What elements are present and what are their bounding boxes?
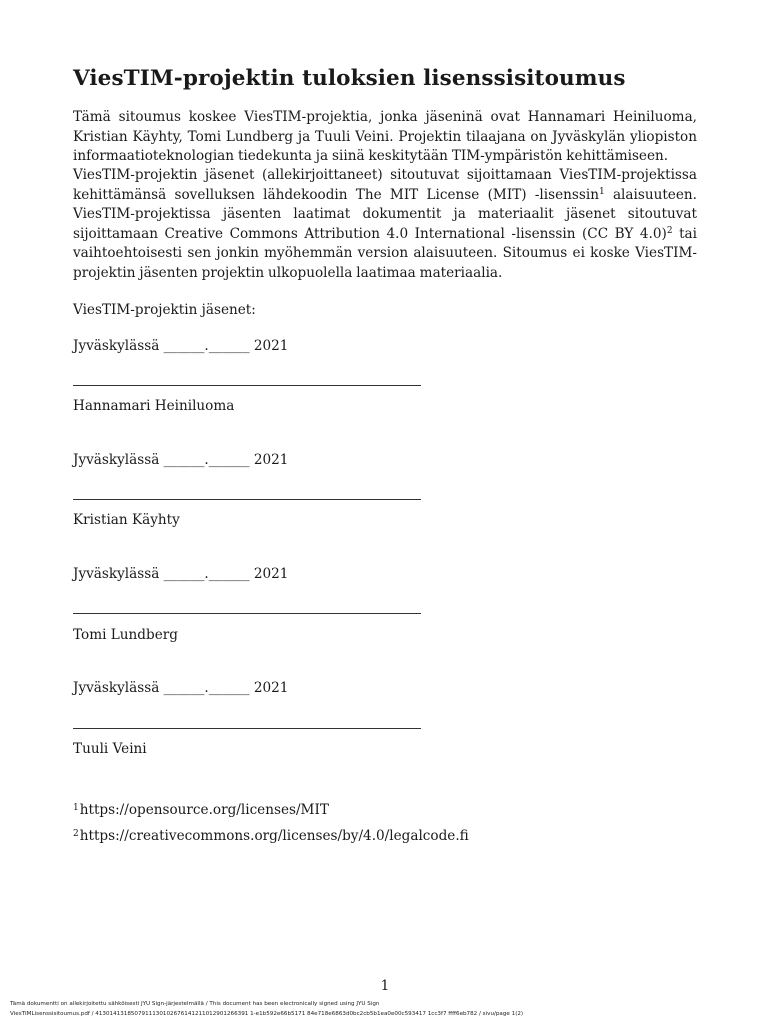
footnote-ref-2: 2 xyxy=(666,225,673,236)
license-paragraph xyxy=(73,166,697,284)
footnote-ref-1: 1 xyxy=(598,186,605,197)
members-label: ViesTIM-projektin jäsenet: xyxy=(73,302,256,318)
license-text-part3: tai vaihtoehtoisesti sen jonkin myöhemmän version alaisuuteen. Sitoumus ei koske ViesTIM-projektin jäsenten projektin ulkopuolella laatimaa materiaalia. xyxy=(73,225,697,281)
signature-stamp-line2: ViesTIMLisenssisitoumus.pdf / 4130141318507911130102676141211012901266391 1-e1b592e66b5171 84e718e6863d0bc2cb5b1ea0e00c593417 1cc3f7 ffff6eb782 / sivu/page 1(2) xyxy=(10,1011,524,1017)
signer-name: Tuuli Veini xyxy=(73,741,147,757)
signer-name: Hannamari Heiniluoma xyxy=(73,398,235,414)
signature-line xyxy=(73,385,421,386)
signer-name: Kristian Käyhty xyxy=(73,512,180,528)
date-line: Jyväskylässä ______.______ 2021 xyxy=(73,338,289,354)
signature-stamp-line1: Tämä dokumentti on allekirjoitettu sähköisesti JYU Sign-järjestelmällä / This document has been electronically signed using JYU Sign xyxy=(10,1001,380,1007)
footnote-mark: 1 xyxy=(73,803,79,813)
date-line: Jyväskylässä ______.______ 2021 xyxy=(73,566,289,582)
signer-name: Tomi Lundberg xyxy=(73,627,178,643)
date-line: Jyväskylässä ______.______ 2021 xyxy=(73,680,289,696)
footnote-link-mit[interactable]: https://opensource.org/licenses/MIT xyxy=(79,802,329,818)
license-text-part2: alaisuuteen. ViesTIM-projektissa jäsenten laatimat dokumentit ja materiaalit jäsenet sitoutuvat sijoittamaan Creative Commons Attribution 4.0 International -lisenssin (CC BY 4.0) xyxy=(73,186,697,242)
date-line: Jyväskylässä ______.______ 2021 xyxy=(73,452,289,468)
signature-line xyxy=(73,728,421,729)
footnote xyxy=(73,801,329,819)
signature-line xyxy=(73,613,421,614)
footnote-mark: 2 xyxy=(73,829,79,839)
license-text-part1: ViesTIM-projektin jäsenet (allekirjoittaneet) sitoutuvat sijoittamaan ViesTIM-projektissa kehittämänsä sovelluksen lähdekoodin The MIT License (MIT) -lisenssin xyxy=(73,167,697,203)
signature-line xyxy=(73,499,421,500)
footnote xyxy=(73,827,469,845)
document-title: ViesTIM-projektin tuloksien lisenssisitoumus xyxy=(73,66,626,91)
page-number: 1 xyxy=(380,978,390,994)
intro-paragraph: Tämä sitoumus koskee ViesTIM-projektia, jonka jäseninä ovat Hannamari Heiniluoma, Kristian Käyhty, Tomi Lundberg ja Tuuli Veini. Projektin tilaajana on Jyväskylän yliopiston informaatioteknologian tiedekunta ja siinä keskitytään TIM-ympäristön kehittämiseen. xyxy=(73,109,697,165)
footnote-link-cc[interactable]: https://creativecommons.org/licenses/by/4.0/legalcode.fi xyxy=(79,828,469,844)
